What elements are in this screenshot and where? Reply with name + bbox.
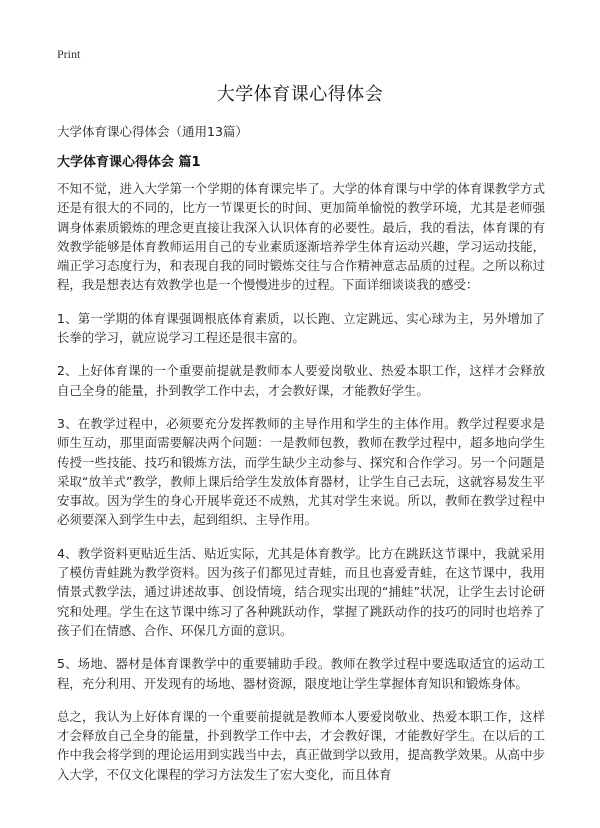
paragraph-point-3: 3、在教学过程中，必须要充分发挥教师的主导作用和学生的主体作用。教学过程要求是师生互动，那里面需要解决两个问题：一是教师包教，教师在教学过程中，超多地向学生传授一些技能、技巧和锻炼方法，而学生缺少主动参与、探究和合作学习。另一个问题是采取“放羊式”教学，教师上课后给学生发放体育器材，让学生自己去玩，这就容易发生平安事故。因为学生的身心开展毕竟还不成熟，尤其对学生来说。所以，教师在教学过程中必须要深入到学生中去，起到组织、主导作用。 <box>57 415 545 528</box>
paragraph-point-1: 1、第一学期的体育课强调根底体育素质，以长跑、立定跳远、实心球为主，另外增加了长拳的学习，就应说学习工程还是很丰富的。 <box>57 310 545 346</box>
document-title: 大学体育课心得体会 <box>216 84 384 105</box>
paragraph-point-4: 4、教学资料更贴近生活、贴近实际，尤其是体育教学。比方在跳跃这节课中，我就采用了模仿青蛙跳为教学资料。因为孩子们都见过青蛙，而且也喜爱青蛙，在这节课中，我用情景式教学法，通过讲述故事、创设情境，结合现实出现的“捕蛙”状况，让学生去讨论研究和处理。学生在这节课中练习了各种跳跃动作，掌握了跳跃动作的技巧的同时也培养了孩子们在情感、合作、环保几方面的意识。 <box>57 545 545 638</box>
paragraph-point-2: 2、上好体育课的一个重要前提就是教师本人要爱岗敬业、热爱本职工作，这样才会释放自己全身的能量，扑到教学工作中去，才会教好课，才能教好学生。 <box>57 363 545 398</box>
paragraph-conclusion: 总之，我认为上好体育课的一个重要前提就是教师本人要爱岗敬业、热爱本职工作，这样才会释放自己全身的能量，扑到教学工作中去，才会教好课，才能教好学生。在以后的工作中我会将学到的理论运用到实践当中去，真正做到学以致用，提高教学效果。从高中步入大学，不仅文化课程的学习方法发生了宏大变化，而且体育 <box>57 708 545 782</box>
print-link[interactable]: Print <box>57 47 81 61</box>
paragraph-point-5: 5、场地、器材是体育课教学中的重要辅助手段。教师在教学过程中要选取适宜的运动工程，充分利用、开发现有的场地、器材资源，限度地让学生掌握体育知识和锻炼身体。 <box>57 656 545 691</box>
section-heading: 大学体育课心得体会 篇1 <box>57 155 201 170</box>
article-body <box>57 179 545 798</box>
document-subtitle: 大学体育课心得体会（通用13篇） <box>57 124 248 139</box>
paragraph-intro: 不知不觉，进入大学第一个学期的体育课完毕了。大学的体育课与中学的体育课教学方式还是有很大的不同的，比方一节课更长的时间、更加简单愉悦的教学环境，尤其是老师强调身体素质锻炼的理念更直接让我深入认识体育的必要性。最后，我的看法，体育课的有效教学能够是体育教师运用自己的专业素质逐渐培养学生体育运动兴趣，学习运动技能，端正学习态度行为，和表现自我的同时锻炼交往与合作精神意志品质的过程。之所以称过程，我是想表达有效教学也是一个慢慢进步的过程。下面详细谈谈我的感受： <box>57 181 545 293</box>
